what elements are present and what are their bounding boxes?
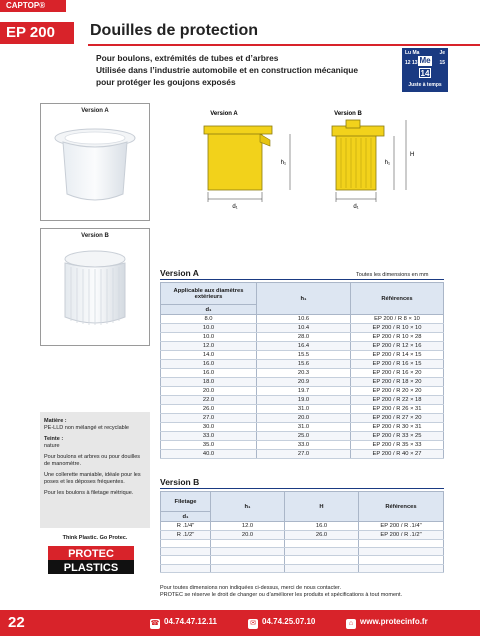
material-info: [40, 412, 150, 528]
version-a-table: [160, 282, 444, 459]
table-cell: 19.0: [257, 396, 351, 405]
dimension-note: Toutes les dimensions en mm: [356, 272, 429, 278]
col-header-H: H: [285, 492, 359, 522]
footer-bar: [0, 610, 480, 636]
subtitle-line: pour protéger les goujons exposés: [96, 77, 236, 87]
table-cell: R .1/4": [161, 522, 211, 531]
table-row: [161, 548, 444, 556]
col-header-h1: h₁: [257, 283, 351, 315]
table-cell: 31.0: [257, 405, 351, 414]
subtitle-line: Utilisée dans l’industrie automobile et en construction mécanique: [96, 65, 359, 75]
calendar-days-left: Lu Ma: [405, 50, 420, 56]
table-row: [161, 342, 444, 351]
table-cell: EP 200 / R 33 × 25: [351, 432, 444, 441]
table-cell: EP 200 / R 16 × 20: [351, 369, 444, 378]
table-row: [161, 315, 444, 324]
table-row: [161, 405, 444, 414]
version-a-title: Version A: [160, 268, 199, 278]
cap-b-image: [41, 241, 149, 345]
subtitle: [96, 52, 396, 88]
table-cell: 27.0: [161, 414, 257, 423]
table-row: [161, 369, 444, 378]
diagram-label-b: Version B: [334, 111, 362, 117]
footnote-line: PROTEC se réserve le droit de changer ou d’améliorer les produits et spécifications à tout moment.: [160, 592, 403, 598]
logo-line1: PROTEC: [68, 548, 114, 560]
table-row: [161, 414, 444, 423]
table-row: [161, 387, 444, 396]
table-cell: 10.0: [161, 333, 257, 342]
col-header-references: Références: [351, 283, 444, 315]
table-cell: [285, 564, 359, 572]
table-cell: EP 200 / R .1/4": [359, 522, 444, 531]
photo-version-b: [40, 228, 150, 346]
table-cell: 10.0: [161, 324, 257, 333]
table-cell: EP 200 / R 10 × 28: [351, 333, 444, 342]
table-cell: 20.9: [257, 378, 351, 387]
website-link[interactable]: [346, 617, 428, 629]
fax-icon: ✉: [248, 619, 258, 629]
table-cell: [161, 548, 211, 556]
phone-icon: ☎: [150, 620, 160, 627]
footnote: [160, 585, 460, 599]
table-cell: 33.0: [161, 432, 257, 441]
drawing-version-b: [332, 120, 414, 210]
diagram-d1-b: d₁: [353, 204, 359, 210]
table-cell: EP 200 / R 18 × 20: [351, 378, 444, 387]
section-rule: [160, 279, 444, 280]
table-cell: 35.0: [161, 441, 257, 450]
logo-line2: PLASTICS: [63, 562, 119, 574]
table-cell: 10.6: [257, 315, 351, 324]
table-cell: [161, 564, 211, 572]
photo-label: Version A: [81, 108, 109, 114]
table-cell: [359, 556, 444, 564]
table-cell: [359, 548, 444, 556]
cap-a-image: [41, 116, 149, 220]
table-cell: 30.0: [161, 423, 257, 432]
table-cell: 28.0: [257, 333, 351, 342]
website-url: www.protecinfo.fr: [360, 617, 428, 626]
just-in-time-badge: [402, 48, 448, 92]
link-icon: ⌂: [346, 619, 356, 629]
table-cell: R .1/2": [161, 531, 211, 540]
table-row: [161, 441, 444, 450]
col-header-diameter: Applicable aux diamètres extérieurs: [161, 283, 257, 305]
table-cell: EP 200 / R 14 × 15: [351, 351, 444, 360]
material-text: PE-LLD non mélangé et recyclable: [44, 425, 129, 431]
table-cell: EP 200 / R 12 × 16: [351, 342, 444, 351]
table-cell: EP 200 / R 8 × 10: [351, 315, 444, 324]
table-cell: 16.0: [285, 522, 359, 531]
drawing-version-a: [204, 126, 290, 210]
table-row: [161, 351, 444, 360]
usage-text: Une collerette maniable, idéale pour les poses et les déposes fréquentes.: [44, 472, 141, 485]
table-cell: [161, 556, 211, 564]
table-cell: EP 200 / R 26 × 31: [351, 405, 444, 414]
table-row: [161, 540, 444, 548]
page-number: 22: [8, 614, 25, 631]
table-cell: EP 200 / R .1/2": [359, 531, 444, 540]
table-row: [161, 432, 444, 441]
table-cell: 25.0: [257, 432, 351, 441]
table-cell: [211, 548, 285, 556]
table-cell: 26.0: [161, 405, 257, 414]
table-row: [161, 564, 444, 572]
diagram-label-a: Version A: [210, 111, 238, 117]
table-row: [161, 450, 444, 459]
table-cell: 15.6: [257, 360, 351, 369]
col-header-thread: Filetage: [161, 492, 211, 512]
table-cell: [211, 564, 285, 572]
table-cell: 26.0: [285, 531, 359, 540]
table-cell: 12.0: [161, 342, 257, 351]
table-cell: EP 200 / R 16 × 15: [351, 360, 444, 369]
table-cell: 33.0: [257, 441, 351, 450]
table-row: [161, 396, 444, 405]
table-cell: [211, 556, 285, 564]
table-cell: EP 200 / R 10 × 10: [351, 324, 444, 333]
table-cell: [161, 540, 211, 548]
table-cell: [285, 548, 359, 556]
section-rule: [160, 488, 444, 489]
table-row: [161, 324, 444, 333]
calendar-highlight-day: 14: [420, 69, 430, 78]
photo-version-a: [40, 103, 150, 221]
col-header-d1: d₁: [161, 305, 257, 315]
table-cell: EP 200 / R 27 × 20: [351, 414, 444, 423]
table-cell: 16.0: [161, 360, 257, 369]
table-row: [161, 556, 444, 564]
table-cell: 20.0: [257, 414, 351, 423]
fax-contact[interactable]: [248, 617, 315, 629]
subtitle-line: Pour boulons, extrémités de tubes et d’arbres: [96, 53, 279, 63]
calendar-dates-left: 12 13: [405, 60, 418, 66]
diagram-h1-b: h₁: [384, 160, 390, 166]
table-cell: [359, 564, 444, 572]
table-cell: 20.3: [257, 369, 351, 378]
table-cell: 12.0: [211, 522, 285, 531]
table-cell: 22.0: [161, 396, 257, 405]
brand-slogan: Think Plastic. Go Protec.: [62, 535, 128, 541]
table-row: [161, 360, 444, 369]
col-header-d1: d₁: [161, 512, 211, 522]
color-title: Teinte :: [44, 436, 64, 442]
table-cell: 14.0: [161, 351, 257, 360]
table-cell: 18.0: [161, 378, 257, 387]
table-row: [161, 333, 444, 342]
table-cell: 27.0: [257, 450, 351, 459]
table-cell: 8.0: [161, 315, 257, 324]
col-header-h1: h₁: [211, 492, 285, 522]
footnote-line: Pour toutes dimensions non indiquées ci-dessus, merci de nous contacter.: [160, 585, 341, 591]
table-row: [161, 423, 444, 432]
photo-label: Version B: [81, 233, 109, 239]
table-cell: 16.4: [257, 342, 351, 351]
diagram-h1-a: h₁: [280, 160, 286, 166]
brand-tag: CAPTOP®: [0, 0, 66, 12]
calendar-day-right: Je: [439, 50, 445, 56]
title-rule: [88, 44, 480, 46]
table-cell: EP 200 / R 35 × 33: [351, 441, 444, 450]
technical-drawing: [160, 104, 440, 224]
page-title: Douilles de protection: [90, 22, 259, 39]
table-cell: 31.0: [257, 423, 351, 432]
table-cell: 40.0: [161, 450, 257, 459]
table-row: [161, 378, 444, 387]
calendar-caption: Juste à temps: [408, 82, 442, 88]
table-cell: [285, 556, 359, 564]
version-b-table: [160, 491, 444, 573]
table-cell: 15.5: [257, 351, 351, 360]
table-row: [161, 531, 444, 540]
col-header-references: Références: [359, 492, 444, 522]
fax-number: 04.74.25.07.10: [262, 617, 316, 626]
table-cell: EP 200 / R 30 × 31: [351, 423, 444, 432]
table-cell: EP 200 / R 20 × 20: [351, 387, 444, 396]
phone-contact[interactable]: [150, 617, 217, 629]
protec-plastics-logo: [48, 546, 134, 574]
phone-number: 04.74.47.12.11: [164, 617, 217, 626]
table-cell: 10.4: [257, 324, 351, 333]
version-b-title: Version B: [160, 477, 200, 487]
usage-text: Pour boulons et arbres ou pour douilles de manomètre.: [44, 454, 141, 467]
table-cell: 19.7: [257, 387, 351, 396]
table-cell: [211, 540, 285, 548]
table-cell: 16.0: [161, 369, 257, 378]
table-row: [161, 522, 444, 531]
product-code: EP 200: [0, 22, 74, 44]
table-cell: EP 200 / R 22 × 18: [351, 396, 444, 405]
table-cell: [359, 540, 444, 548]
table-cell: EP 200 / R 40 × 27: [351, 450, 444, 459]
diagram-d1-a: d₁: [232, 204, 238, 210]
diagram-h: H: [410, 152, 415, 158]
calendar-date-right: 15: [439, 60, 445, 66]
calendar-day-abbr: Me: [419, 56, 431, 65]
table-cell: [285, 540, 359, 548]
usage-text: Pour les boulons à filetage métrique.: [44, 490, 134, 496]
material-title: Matière :: [44, 418, 67, 424]
table-cell: 20.0: [161, 387, 257, 396]
table-cell: 20.0: [211, 531, 285, 540]
color-text: nature: [44, 443, 60, 449]
